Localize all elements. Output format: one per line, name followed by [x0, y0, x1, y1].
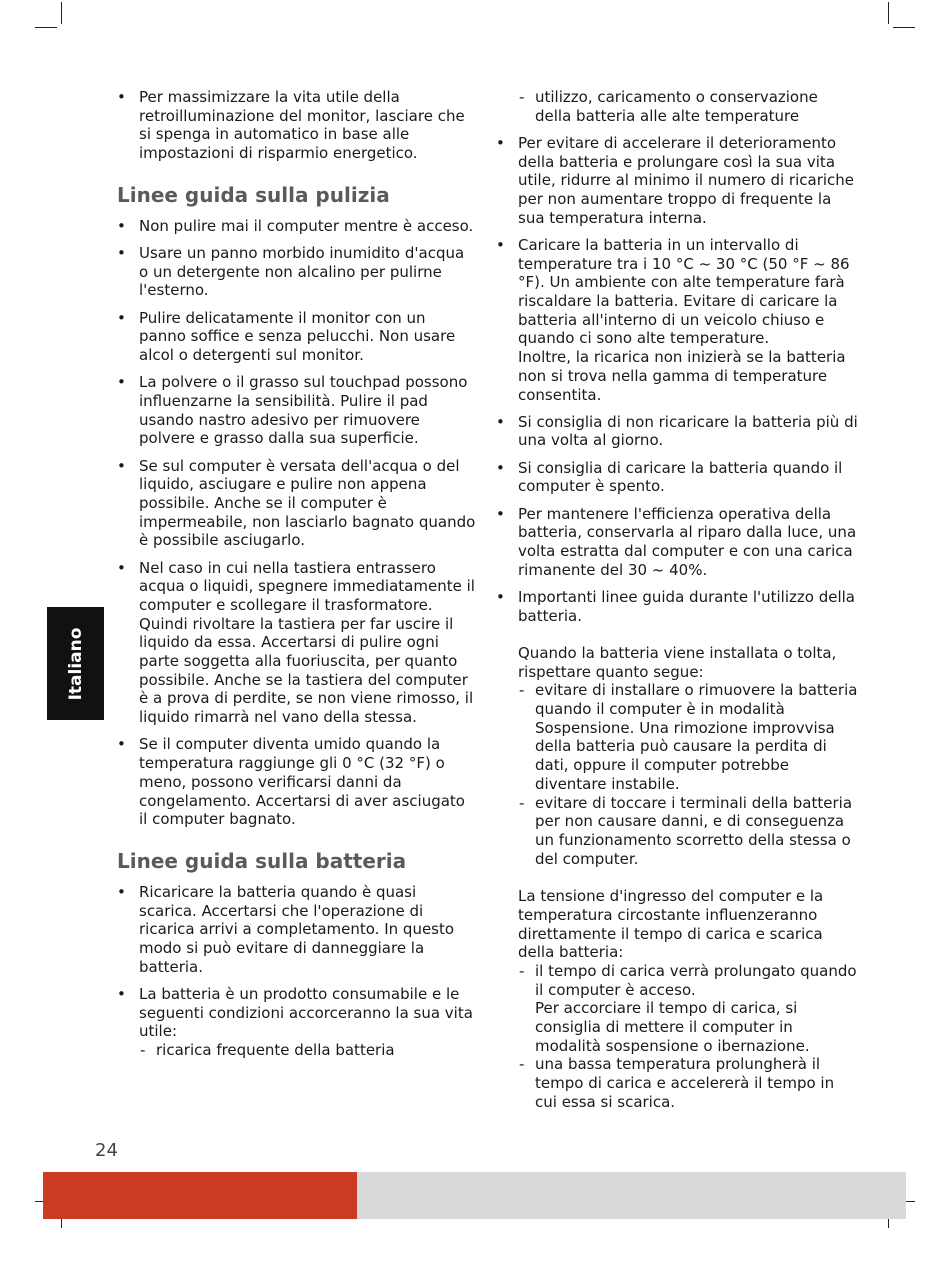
dash-item: - ricarica frequente della batteria: [139, 1041, 477, 1060]
list-item: • Ricaricare la batteria quando è quasi scarica. Accertarsi che l'operazione di ricarica arrivi a completamento. In questo modo si può evitare di danneggiare la batteria.: [117, 883, 477, 977]
dash-item: [518, 962, 858, 1056]
dash-item: - evitare di installare o rimuovere la batteria quando il computer è in modalità Sospensione. Una rimozione improvvisa della batteria può causare la perdita di dati, oppure il computer potrebbe diventare instabile.: [518, 681, 858, 793]
list-item: [496, 588, 858, 1112]
list-item: [496, 236, 858, 404]
list-item: • Se il computer diventa umido quando la temperatura raggiunge gli 0 °C (32 °F) o meno, possono verificarsi danni da congelamento. Accertarsi di aver asciugato il computer bagnato.: [117, 735, 477, 829]
page-number: 24: [95, 1140, 118, 1161]
dash-item: - una bassa temperatura prolungherà il tempo di carica e accelererà il tempo in cui essa si scarica.: [518, 1055, 858, 1111]
crop-mark: [893, 27, 915, 28]
dash-item-text: - il tempo di carica verrà prolungato quando il computer è acceso.: [535, 961, 857, 999]
voltage-intro: La tensione d'ingresso del computer e la temperatura circostante influenzeranno direttamente il tempo di carica e scarica della batteria:: [518, 887, 824, 962]
battery-list: [117, 883, 477, 1060]
crop-mark: [35, 27, 57, 28]
crop-mark: [888, 2, 889, 24]
cleaning-list: [117, 217, 477, 829]
list-item: • Non pulire mai il computer mentre è acceso.: [117, 217, 477, 236]
list-item-text: • Caricare la batteria in un intervallo di temperature tra i 10 °C ~ 30 °C (50 °F ~ 86 °F). Un ambiente con alte temperature farà riscaldare la batteria. Evitare di caricare la batteria all'interno di un veicolo chiuso e quando ci sono alte temperature.: [518, 235, 850, 348]
battery-tips-list: [496, 134, 858, 1112]
right-column: [496, 88, 858, 1120]
list-item: • Per massimizzare la vita utile della retroilluminazione del monitor, lasciare che si spenga in automatico in base alle impostazioni di risparmio energetico.: [117, 88, 477, 163]
install-intro: Quando la batteria viene installata o tolta, rispettare quanto segue:: [518, 643, 837, 681]
language-tab: [47, 607, 104, 720]
list-item: • La polvere o il grasso sul touchpad possono influenzarne la sensibilità. Pulire il pad usando nastro adesivo per rimuovere polvere e grasso dalla sua superficie.: [117, 373, 477, 448]
language-tab-label: Italiano: [65, 627, 86, 700]
dash-item: - utilizzo, caricamento o conservazione della batteria alle alte temperature: [518, 88, 858, 125]
crop-mark: [61, 2, 62, 24]
list-item: [117, 985, 477, 1060]
list-item: • Nel caso in cui nella tastiera entrassero acqua o liquidi, spegnere immediatamente il computer e scollegare il trasformatore. Quindi rivoltare la tastiera per far uscire il liquido da essa. Accertarsi di pulire ogni parte soggetta alla fuoriuscita, per quanto possibile. Anche se la tastiera del computer è a prova di perdite, se non viene rimosso, il liquido rimarrà nel vano della stessa.: [117, 559, 477, 727]
list-item: • Pulire delicatamente il monitor con un panno soffice e senza pelucchi. Non usare alcol o detergenti sul monitor.: [117, 309, 477, 365]
battery-heading: Linee guida sulla batteria: [117, 848, 407, 873]
list-item-note: Inoltre, la ricarica non inizierà se la batteria non si trova nella gamma di temperature consentita.: [518, 348, 846, 404]
dash-item: - evitare di toccare i terminali della batteria per non causare danni, e di conseguenza un funzionamento scorretto della stessa o del computer.: [518, 794, 858, 869]
dash-item-note: Per accorciare il tempo di carica, si consiglia di mettere il computer in modalità sospensione o ibernazione.: [535, 999, 810, 1055]
conditions-continued: [518, 88, 858, 125]
list-item: • Si consiglia di caricare la batteria quando il computer è spento.: [496, 459, 858, 496]
cleaning-heading: Linee guida sulla pulizia: [117, 182, 390, 207]
footer-accent-bar: [43, 1172, 357, 1219]
list-item-text: • Importanti linee guida durante l'utilizzo della batteria.: [518, 587, 855, 625]
list-item: • Se sul computer è versata dell'acqua o del liquido, asciugare e pulire non appena possibile. Anche se il computer è impermeabile, non lasciarlo bagnato quando è possibile asciugarlo.: [117, 457, 477, 551]
list-item: • Per evitare di accelerare il deterioramento della batteria e prolungare così la sua vita utile, ridurre al minimo il numero di ricariche per non aumentare troppo di frequente la sua temperatura interna.: [496, 134, 858, 228]
intro-list: [117, 88, 477, 163]
list-item: • Per mantenere l'efficienza operativa della batteria, conservarla al riparo dalla luce, una volta estratta dal computer e con una carica rimanente del 30 ~ 40%.: [496, 505, 858, 580]
list-item-text: • La batteria è un prodotto consumabile e le seguenti condizioni accorceranno la sua vita utile:: [139, 984, 473, 1041]
left-column: [117, 88, 477, 1068]
list-item: • Usare un panno morbido inumidito d'acqua o un detergente non alcalino per pulirne l'esterno.: [117, 244, 477, 300]
list-item: • Si consiglia di non ricaricare la batteria più di una volta al giorno.: [496, 413, 858, 450]
